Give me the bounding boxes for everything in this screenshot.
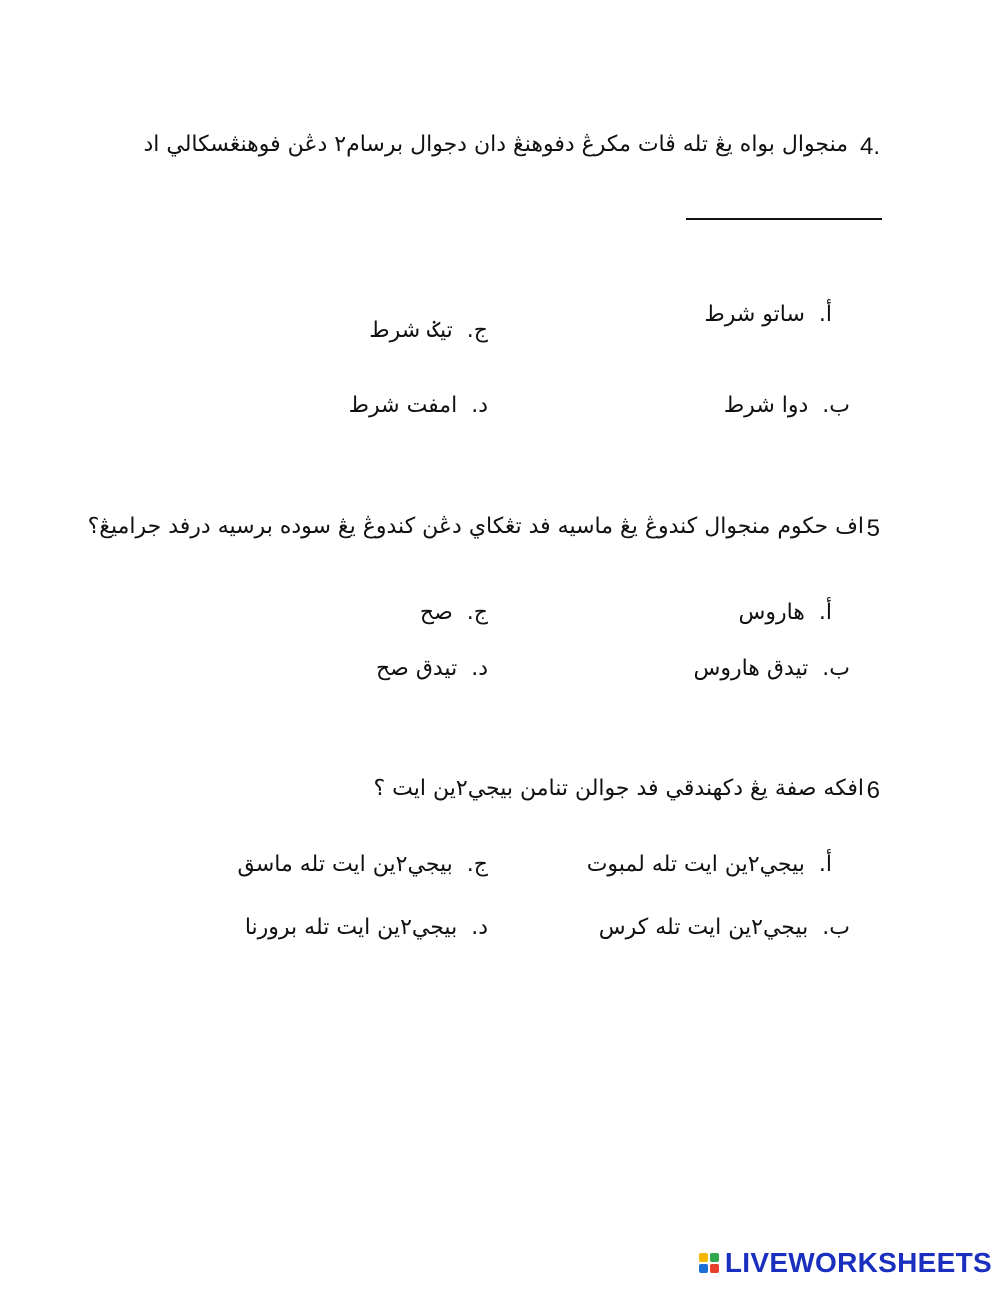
q6-option-c[interactable] [237,852,488,878]
q4-option-c-letter: ج. [466,318,488,343]
q4-option-a-letter: أ. [818,302,832,327]
question-6-text: افكه صفة يڠ دكهندقي فد جوالن تنامن بيجي٢ين ايت ؟ [373,776,864,801]
q4-option-b-letter: ب. [822,393,850,418]
q6-option-b[interactable] [599,915,850,941]
question-6-number: 6 [866,777,880,804]
q5-option-b[interactable] [694,656,851,682]
logo-tile-2 [710,1253,719,1262]
q4-option-a-label: ساتو شرط [704,302,805,327]
question-4-number: 4. [859,133,880,160]
q5-option-a-letter: أ. [818,600,832,625]
question-5-text: اف حكوم منجوال كندوڠ يڠ ماسيه فد تڠكاي دڠن كندوڠ يڠ سوده برسيه درفد جراميڠ؟ [87,514,864,539]
q5-option-a-label: هاروس [738,600,805,625]
q6-option-c-label: بيجي٢ين ايت تله ماسق [237,852,453,877]
logo-tile-3 [699,1264,708,1273]
q5-option-a[interactable] [738,600,832,626]
q5-option-d-label: تيدق صح [375,656,458,681]
liveworksheets-logo-text: LIVEWORKSHEETS [724,1247,992,1278]
q5-option-c-label: صح [419,600,453,625]
question-5-number: 5 [866,515,880,542]
q5-option-d[interactable] [376,656,488,682]
q6-option-a[interactable] [587,852,832,878]
q5-option-d-letter: د. [471,656,488,681]
logo-tile-1 [699,1253,708,1262]
q4-option-b[interactable] [724,393,850,419]
liveworksheets-logo-icon [699,1253,719,1273]
q4-option-c-label: تيݢ شرط [369,318,453,343]
q6-option-c-letter: ج. [466,852,488,877]
q4-option-d-letter: د. [471,393,488,418]
q6-option-d-letter: د. [471,915,488,940]
q4-option-b-label: دوا شرط [723,393,809,418]
question-4-answer-line[interactable] [686,218,882,220]
q5-option-c[interactable] [420,600,488,626]
q6-option-b-letter: ب. [822,915,850,940]
q4-option-c[interactable] [369,318,488,344]
q5-option-b-label: تيدق هاروس [693,656,809,681]
q4-option-d-label: امفت شرط [348,393,458,418]
q6-option-d-label: بيجي٢ين ايت تله برورنا [244,915,458,940]
logo-tile-4 [710,1264,719,1273]
q6-option-a-letter: أ. [818,852,832,877]
q6-option-a-label: بيجي٢ين ايت تله لمبوت [586,852,805,877]
q6-option-b-label: بيجي٢ين ايت تله كرس [598,915,809,940]
q6-option-d[interactable] [245,915,488,941]
question-4-text: منجوال بواه يڠ تله ڤات مكرڠ دفوهنڠ دان دجوال برسام٢ دڠن فوهنڠسكالي اد [143,132,848,157]
q5-option-c-letter: ج. [466,600,488,625]
q4-option-d[interactable] [349,393,488,419]
liveworksheets-logo [699,1247,992,1279]
q4-option-a[interactable] [704,302,832,328]
q5-option-b-letter: ب. [822,656,850,681]
